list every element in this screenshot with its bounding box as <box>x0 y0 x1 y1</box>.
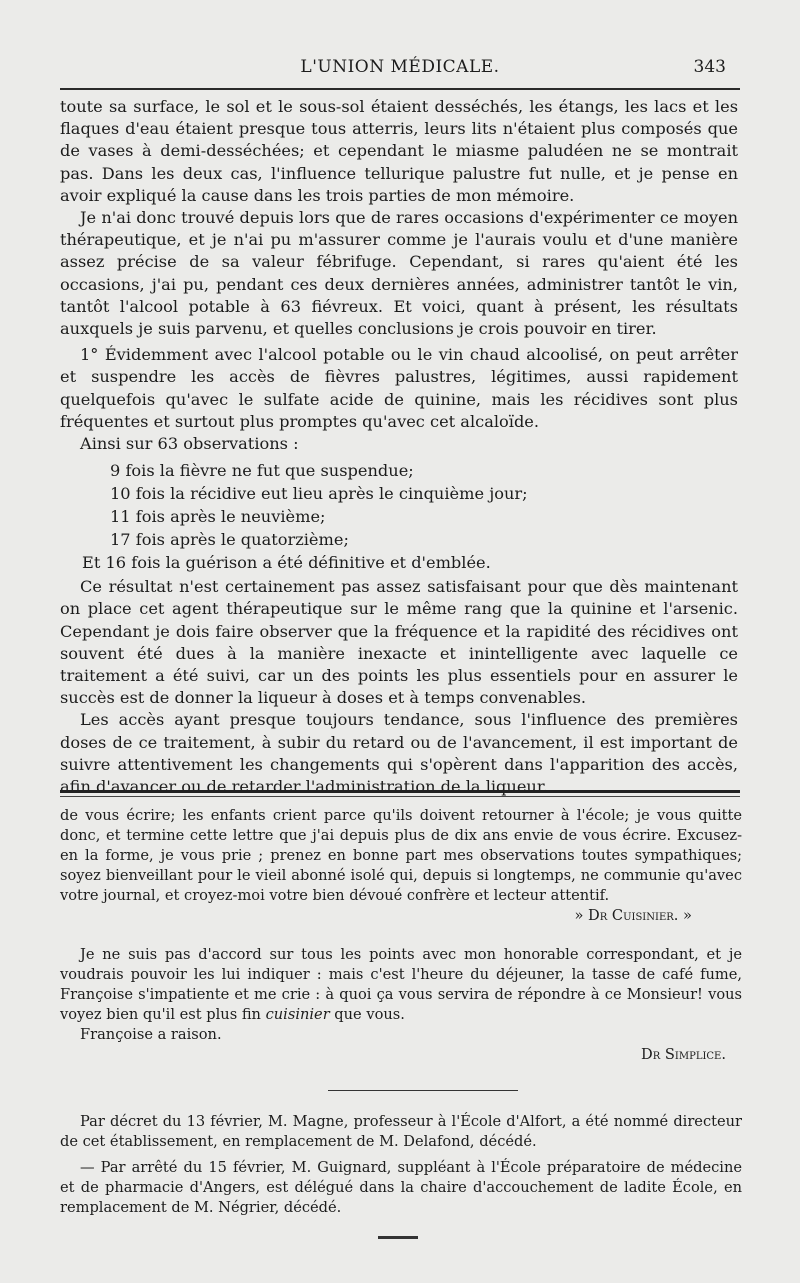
paragraph: Je n'ai donc trouvé depuis lors que de rares occasions d'expérimenter ce moyen thérapeutique, et je n'ai pu m'assurer comme je l'aurais voulu et d'une manière assez précise de sa valeur fébrifuge. Cependant, si rares qu'aient été les occasions, j'ai pu, pendant ces deux dernières années, administrer tantôt le vin, tantôt l'alcool potable à 63 fiévreux. Et voici, quant à présent, les résultats auxquels je suis parvenu, et quelles conclusions je crois pouvoir en tirer. <box>60 208 738 339</box>
list-item: 11 fois après le neuvième; <box>110 507 326 527</box>
letter-section <box>60 806 742 926</box>
news-paragraph: Par décret du 13 février, M. Magne, professeur à l'École d'Alfort, a été nommé directeur de cet établissement, en remplacement de M. Delafond, décédé. <box>60 1113 742 1150</box>
paragraph: 1° Évidemment avec l'alcool potable ou le vin chaud alcoolisé, on peut arrêter et suspendre les accès de fièvres palustres, légitimes, aussi rapidement quelquefois qu'avec le sulfate acide de quinine, mais les récidives sont plus fréquentes et surtout plus promptes qu'avec cet alcaloïde. <box>60 345 738 431</box>
list-item: 10 fois la récidive eut lieu après le cinquième jour; <box>110 484 528 504</box>
reply-italic-word: cuisinier <box>265 1006 330 1023</box>
short-divider <box>328 1090 518 1091</box>
paragraph: Ainsi sur 63 observations : <box>80 434 299 454</box>
reply-signature: Dr Simplice. <box>641 1046 726 1063</box>
header-rule <box>60 88 740 90</box>
reply-section <box>60 945 742 1065</box>
page-header <box>60 52 740 82</box>
section-divider-thin <box>60 796 740 797</box>
list-item: Et 16 fois la guérison a été définitive et d'emblée. <box>82 553 491 573</box>
reply-text-before: Je ne suis pas d'accord sur tous les points avec mon honorable correspondant, et je voudrais pouvoir les lui indiquer : mais c'est l'heure du déjeuner, la tasse de café fume, Françoise s'impatiente et me crie : à quoi ça vous servira de répondre à ce Monsieur! vous voyez bien qu'il est plus fin <box>60 946 742 1023</box>
observation-list <box>60 459 738 574</box>
section-divider-thick <box>60 790 740 793</box>
reply-paragraph <box>60 945 742 1025</box>
list-item: 9 fois la fièvre ne fut que suspendue; <box>110 461 414 481</box>
running-head: L'UNION MÉDICALE. <box>300 57 500 77</box>
paragraph: toute sa surface, le sol et le sous-sol étaient desséchés, les étangs, les lacs et les flaques d'eau étaient presque tous atterris, leurs lits n'étaient plus composés que de vases à demi-desséchées; et cependant le miasme paludéen ne se montrait pas. Dans les deux cas, l'influence tellurique palustre fut nulle, et je pense en avoir expliqué la cause dans les trois parties de mon mémoire. <box>60 97 738 205</box>
reply-text-after: que vous. <box>329 1006 405 1023</box>
end-mark <box>378 1236 418 1239</box>
letter-paragraph: de vous écrire; les enfants crient parce qu'ils doivent retourner à l'école; je vous quitte donc, et termine cette lettre que j'ai depuis plus de dix ans envie de vous écrire. Excusez-en la forme, je vous prie ; prenez en bonne part mes observations toutes sympathiques; soyez bienveillant pour le vieil abonné isolé qui, depuis si longtemps, ne communie qu'avec votre journal, et croyez-moi votre bien dévoué confrère et lecteur attentif. <box>60 807 742 904</box>
paragraph: Ce résultat n'est certainement pas assez satisfaisant pour que dès maintenant on place cet agent thérapeutique sur le même rang que la quinine et l'arsenic. Cependant je dois faire observer que la fréquence et la rapidité des récidives ont souvent été dues à la manière inexacte et inintelligente avec laquelle ce traitement a été suivi, car un des points les plus essentiels pour en assurer le succès est de donner la liqueur à doses et à temps convenables. <box>60 577 738 708</box>
news-section <box>60 1112 742 1224</box>
page-number: 343 <box>693 57 726 77</box>
list-item: 17 fois après le quatorzième; <box>110 530 349 550</box>
reply-paragraph: Françoise a raison. <box>80 1026 222 1043</box>
news-paragraph: — Par arrêté du 15 février, M. Guignard, suppléant à l'École préparatoire de médecine et de pharmacie d'Angers, est délégué dans la chaire d'accouchement de ladite École, en remplacement de M. Négrier, décédé. <box>60 1159 742 1216</box>
letter-signature: » Dr Cuisinier. » <box>574 907 692 924</box>
paragraph: Les accès ayant presque toujours tendance, sous l'influence des premières doses de ce traitement, à subir du retard ou de l'avancement, il est important de suivre attentivement les changements qui s'opèrent dans l'apparition des accès, afin d'avancer ou de retarder l'administration de la liqueur. <box>60 710 738 797</box>
article-body <box>60 96 738 798</box>
